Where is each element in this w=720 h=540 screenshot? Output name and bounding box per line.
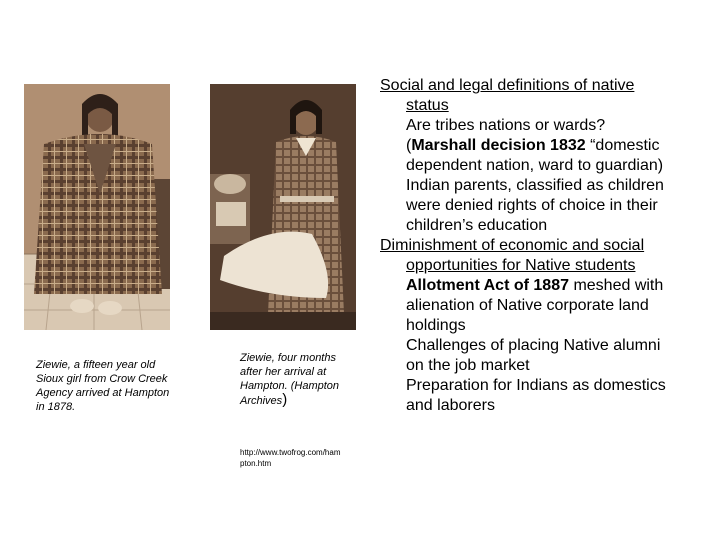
section1-bullet1-prefix: Are tribes nations or wards? ( [406, 117, 606, 154]
caption-closing-paren: ) [282, 391, 288, 408]
caption-ziewie-four-months-later [240, 351, 340, 408]
section1-bullet1 [376, 116, 676, 176]
section2-bullet3: Preparation for Indians as domestics and laborers [406, 377, 666, 414]
section1-bullet1-suffix: “domestic dependent nation, ward to guardian) [406, 137, 664, 174]
section2-bullet1 [376, 276, 676, 336]
caption-text: Ziewie, four months after her arrival at Hampton. (Hampton Archives [240, 352, 340, 407]
section2-heading-text: Diminishment of economic and social opportunities for Native students [380, 237, 645, 274]
outline [376, 76, 676, 416]
photo-ziewie-four-months-later [210, 84, 356, 330]
allotment-act: Allotment Act of 1887 [406, 277, 569, 294]
caption-ziewie-arrival: Ziewie, a fifteen year old Sioux girl from Crow Creek Agency arrived at Hampton in 1878. [36, 359, 170, 413]
section2-bullet2: Challenges of placing Native alumni on the job market [406, 337, 661, 374]
section1-bullet2: Indian parents, classified as children were denied rights of choice in their children’s education [406, 177, 664, 234]
section1-heading-text: Social and legal definitions of native status [380, 77, 635, 114]
section1-heading [376, 76, 676, 116]
photo-ziewie-arrival [24, 84, 170, 330]
marshall-decision: Marshall decision 1832 [411, 137, 586, 154]
section2-heading [376, 236, 676, 276]
section2-bullet1-suffix: meshed with alienation of Native corporate land holdings [406, 277, 664, 334]
source-url: http://www.twofrog.com/hampton.htm [240, 448, 341, 468]
